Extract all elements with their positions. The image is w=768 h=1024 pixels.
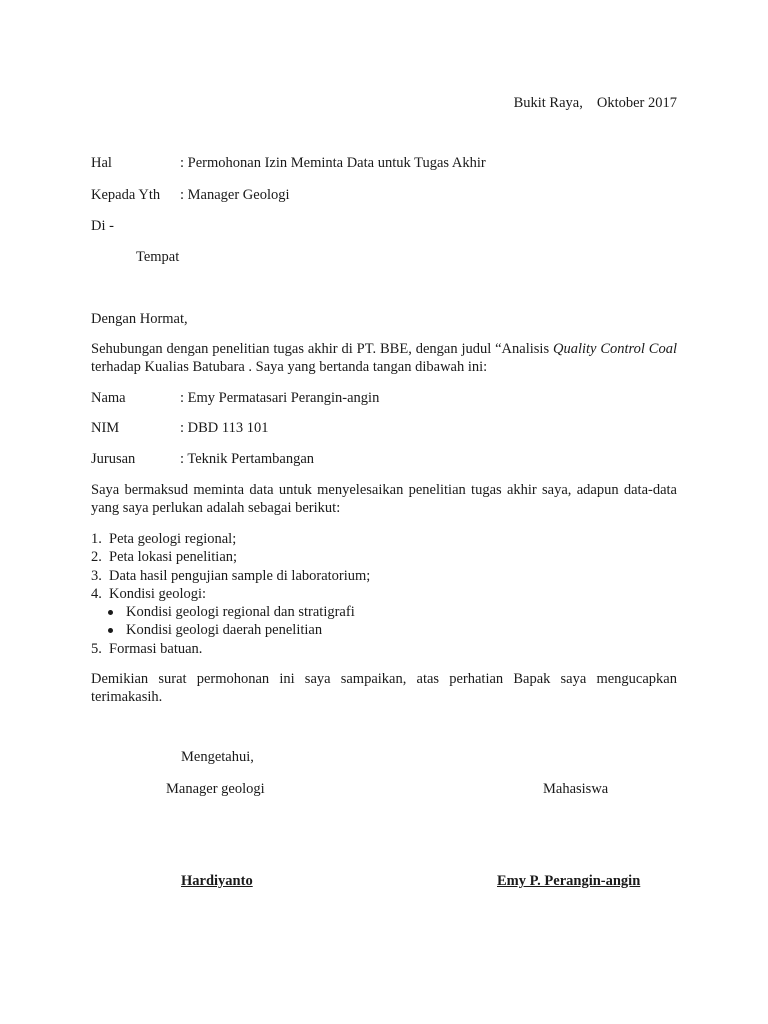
acknowledge-label: Mengetahui, <box>181 749 254 765</box>
left-signer-title: Manager geologi <box>166 781 265 797</box>
list-number: 4. <box>91 585 102 602</box>
recipient-label: Kepada Yth <box>91 187 161 203</box>
recipient-value: : Manager Geologi <box>180 187 290 203</box>
right-signer-name: Emy P. Perangin-angin <box>497 873 641 889</box>
list-item <box>91 640 677 658</box>
list-item-text: Formasi batuan. <box>109 640 203 657</box>
request-paragraph: Saya bermaksud meminta data untuk menyelesaikan penelitian tugas akhir saya, adapun data-data yang saya perlukan adalah sebagai berikut: <box>91 482 677 516</box>
list-number: 3. <box>91 567 102 584</box>
name-value: : Emy Permatasari Perangin-angin <box>180 390 380 406</box>
intro-paragraph <box>91 340 677 376</box>
letter-date-line <box>514 94 677 112</box>
subject-value: : Permohonan Izin Meminta Data untuk Tugas Akhir <box>180 155 486 171</box>
nim-value: : DBD 113 101 <box>180 420 269 436</box>
list-item-text: Kondisi geologi: <box>109 585 207 602</box>
data-request-list <box>91 530 677 658</box>
list-item-text: Peta geologi regional; <box>109 531 237 547</box>
major-label: Jurusan <box>91 451 136 467</box>
list-number: 1. <box>91 531 102 547</box>
letter-date: Oktober 2017 <box>596 95 677 111</box>
right-signer-title: Mahasiswa <box>543 781 609 797</box>
list-item <box>91 567 677 585</box>
list-number: 5. <box>91 640 102 657</box>
subject-label: Hal <box>91 155 112 171</box>
intro-text-1: Sehubungan dengan penelitian tugas akhir di PT. BBE, dengan judul “Analisis <box>91 341 553 357</box>
di-line: Di - <box>91 218 114 234</box>
sub-list-item-text: Kondisi geologi daerah penelitian <box>126 622 323 639</box>
intro-text-2: terhadap Kualias Batubara . Saya yang bertanda tangan dibawah ini: <box>91 359 488 375</box>
bullet-icon <box>108 610 113 615</box>
left-signer-name: Hardiyanto <box>181 873 253 889</box>
tempat-line: Tempat <box>136 249 180 265</box>
sub-list-item-text: Kondisi geologi regional dan stratigrafi <box>126 604 355 621</box>
letter-place: Bukit Raya, <box>513 95 583 111</box>
major-value: : Teknik Pertambangan <box>180 451 315 467</box>
list-item <box>91 585 677 603</box>
closing-paragraph: Demikian surat permohonan ini saya sampaikan, atas perhatian Bapak saya mengucapkan terimakasih. <box>91 671 677 705</box>
salutation: Dengan Hormat, <box>91 311 188 327</box>
list-item-text: Data hasil pengujian sample di laboratorium; <box>109 567 371 584</box>
sub-list-item <box>91 621 677 639</box>
list-number: 2. <box>91 549 102 566</box>
nim-label: NIM <box>91 420 120 436</box>
list-item-text: Peta lokasi penelitian; <box>109 549 238 566</box>
bullet-icon <box>108 628 113 633</box>
sub-list-item <box>91 603 677 621</box>
list-item <box>91 548 677 566</box>
list-item <box>91 530 677 548</box>
intro-title-italic: Quality Control Coal <box>552 341 677 357</box>
name-label: Nama <box>91 390 126 406</box>
